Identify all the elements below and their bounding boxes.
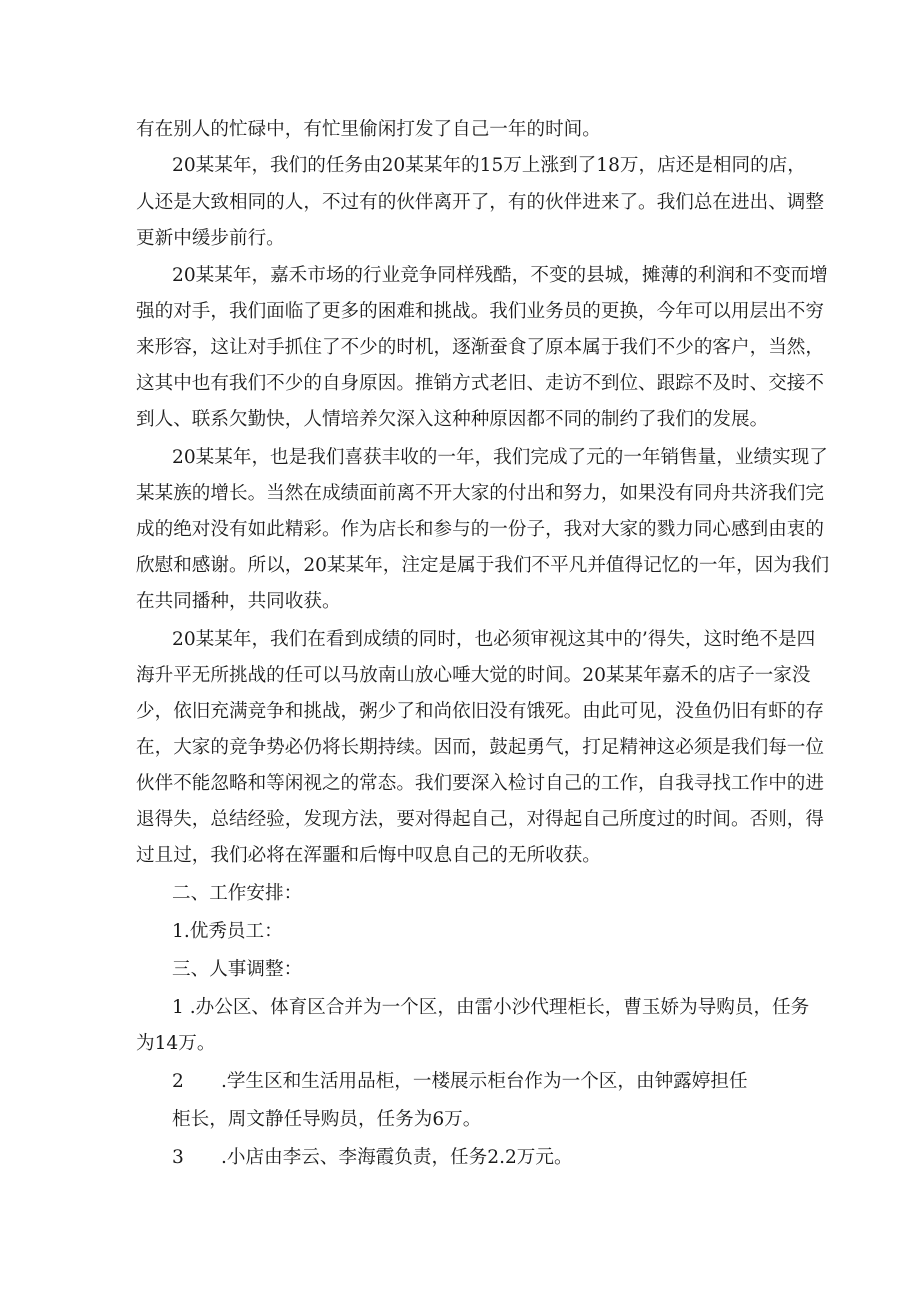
text-line: 退得失，总结经验，发现方法，要对得起自己，对得起自己所度过的时间。否则，得 <box>136 809 824 830</box>
text-line: 成的绝对没有如此精彩。作为店长和参与的一份子，我对大家的戮力同心感到由衷的 <box>136 519 824 540</box>
text-line: 2 .学生区和生活用品柜，一楼展示柜台作为一个区，由钟露婷担任 <box>172 1071 748 1092</box>
text-line: 为14万。 <box>136 1033 216 1054</box>
text-line: 1.优秀员工： <box>172 921 283 942</box>
text-line: 二、工作安排： <box>172 883 303 904</box>
text-line: 到人、联系欠勤快，人情培养欠深入这种种原因都不同的制约了我们的发展。 <box>136 409 769 430</box>
text-line: 3 .小店由李云、李海霞负责，任务2.2万元。 <box>172 1147 573 1168</box>
text-line: 来形容，这让对手抓住了不少的时机，逐渐蚕食了原本属于我们不少的客户，当然， <box>136 337 824 358</box>
text-line: 某某族的增长。当然在成绩面前离不开大家的付出和努力，如果没有同舟共济我们完 <box>136 483 824 504</box>
text-line: 在，大家的竞争势必仍将长期持续。因而，鼓起勇气，打足精神这必须是我们每一位 <box>136 737 824 758</box>
text-line: 少，依旧充满竞争和挑战，粥少了和尚依旧没有饿死。由此可见，没鱼仍旧有虾的存 <box>136 701 824 722</box>
text-line: 欣慰和感谢。所以，20某某年，注定是属于我们不平凡并值得记忆的一年，因为我们 <box>136 555 830 576</box>
text-line: 20某某年，我们的任务由20某某年的15万上涨到了18万，店还是相同的店， <box>172 155 806 176</box>
text-line: 柜长，周文静任导购员，任务为6万。 <box>172 1109 482 1130</box>
text-line: 有在别人的忙碌中，有忙里偷闲打发了自己一年的时间。 <box>136 119 601 140</box>
text-line: 更新中缓步前行。 <box>136 228 285 249</box>
text-line: 20某某年，嘉禾市场的行业竞争同样残酷，不变的县城，摊薄的利润和不变而增 <box>172 265 828 286</box>
text-line: 三、人事调整： <box>172 959 303 980</box>
text-line: 强的对手，我们面临了更多的困难和挑战。我们业务员的更换，今年可以用层出不穷 <box>136 301 824 322</box>
text-line: 伙伴不能忽略和等闲视之的常态。我们要深入检讨自己的工作，自我寻找工作中的进 <box>136 773 824 794</box>
text-line: 人还是大致相同的人，不过有的伙伴离开了，有的伙伴进来了。我们总在进出、调整 <box>136 192 824 213</box>
text-line: 过且过，我们必将在浑噩和后悔中叹息自己的无所收获。 <box>136 845 601 866</box>
text-line: 20某某年，我们在看到成绩的同时，也必须审视这其中的’得失，这时绝不是四 <box>172 629 816 650</box>
text-line: 这其中也有我们不少的自身原因。推销方式老旧、走访不到位、跟踪不及时、交接不 <box>136 373 824 394</box>
text-line: 20某某年，也是我们喜获丰收的一年，我们完成了元的一年销售量，业绩实现了 <box>172 447 828 468</box>
text-line: 海升平无所挑战的任可以马放南山放心唾大觉的时间。20某某年嘉禾的店子一家没 <box>136 665 811 686</box>
text-line: 在共同播种，共同收获。 <box>136 591 341 612</box>
text-line: 1 .办公区、体育区合并为一个区，由雷小沙代理柜长，曹玉娇为导购员，任务 <box>172 997 810 1018</box>
